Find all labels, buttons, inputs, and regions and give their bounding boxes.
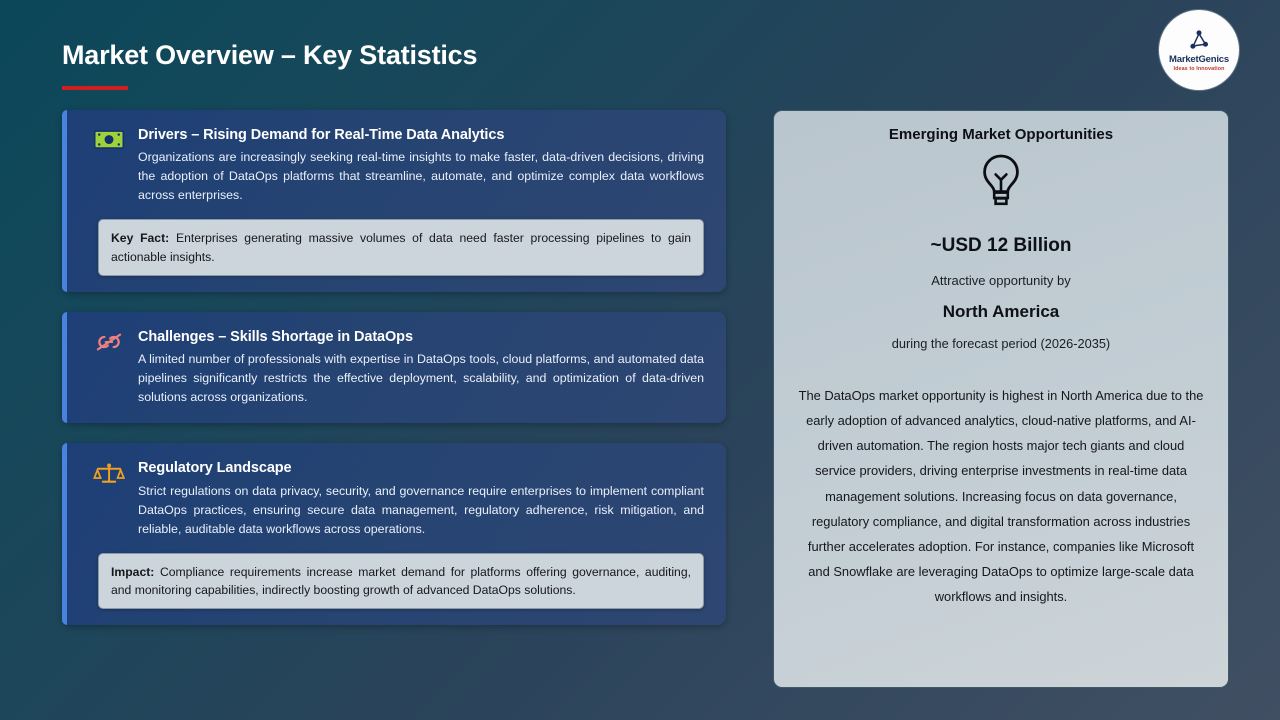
callout-label: Key Fact: (111, 231, 170, 246)
page-title: Market Overview – Key Statistics (62, 40, 478, 70)
impact-callout (98, 553, 704, 610)
balance-scales-icon (92, 461, 126, 491)
stat-forecast-period: during the forecast period (2026-2035) (891, 336, 1111, 351)
logo-name: MarketGenics (1169, 53, 1229, 65)
lightbulb-icon (796, 153, 1206, 209)
emerging-opportunities-panel (773, 110, 1229, 688)
stat-subtitle: Attractive opportunity by (931, 273, 1071, 288)
broken-link-icon (92, 330, 126, 360)
card-description: A limited number of professionals with expertise in DataOps tools, cloud platforms, and automated data pipelines significantly restricts the effective deployment, scalability, and optimization of data-driven solutions across organizations. (138, 352, 704, 405)
card-regulatory (62, 443, 726, 625)
callout-text: Compliance requirements increase market demand for platforms offering governance, auditing, and monitoring capabilities, indirectly boosting growth of advanced DataOps solutions. (111, 564, 691, 598)
statistics-card-list (62, 110, 726, 645)
card-title: Challenges – Skills Shortage in DataOps (138, 329, 413, 345)
card-title: Drivers – Rising Demand for Real-Time Data Analytics (138, 127, 505, 143)
card-header (92, 459, 704, 538)
card-description: Strict regulations on data privacy, security, and governance require enterprises to implement compliant DataOps practices, ensuring secure data management, regulatory adherence, risk mitigation, and reliable, auditable data workflows across operations. (138, 483, 704, 536)
money-banknote-icon (92, 128, 126, 158)
card-header (92, 126, 704, 205)
card-title: Regulatory Landscape (138, 460, 292, 477)
stat-region: North America (942, 302, 1060, 321)
key-fact-callout (98, 219, 704, 276)
brand-logo (1159, 10, 1239, 90)
logo-tagline: Ideas to Innovation (1173, 65, 1225, 72)
card-description: Organizations are increasingly seeking real-time insights to make faster, data-driven decisions, driving the adoption of DataOps platforms that streamline, automate, and optimize complex data workflows across enterprises. (138, 150, 704, 203)
callout-label: Impact: (111, 564, 155, 579)
card-challenges (62, 312, 726, 423)
panel-title: Emerging Market Opportunities (888, 126, 1114, 143)
card-body (138, 328, 704, 407)
card-header (92, 328, 704, 407)
node-graph-icon (1186, 28, 1212, 54)
callout-text: Enterprises generating massive volumes of data need faster processing pipelines to gain actionable insights. (111, 231, 691, 264)
stat-market-value: ~USD 12 Billion (930, 235, 1072, 256)
card-drivers (62, 110, 726, 292)
title-underline-rule (62, 86, 128, 90)
card-body (138, 459, 704, 538)
card-body (138, 126, 704, 205)
panel-description: The DataOps market opportunity is highest in North America due to the early adoption of advanced analytics, cloud-native platforms, and AI-driven automation. The region hosts major tech giants and cloud service providers, driving enterprise investments in real-time data management solutions. Increasing focus on data governance, regulatory compliance, and digital transformation across industries further accelerates adoption. For instance, companies like Microsoft and Snowflake are leveraging DataOps to optimize large-scale data workflows and insights. (798, 388, 1204, 605)
